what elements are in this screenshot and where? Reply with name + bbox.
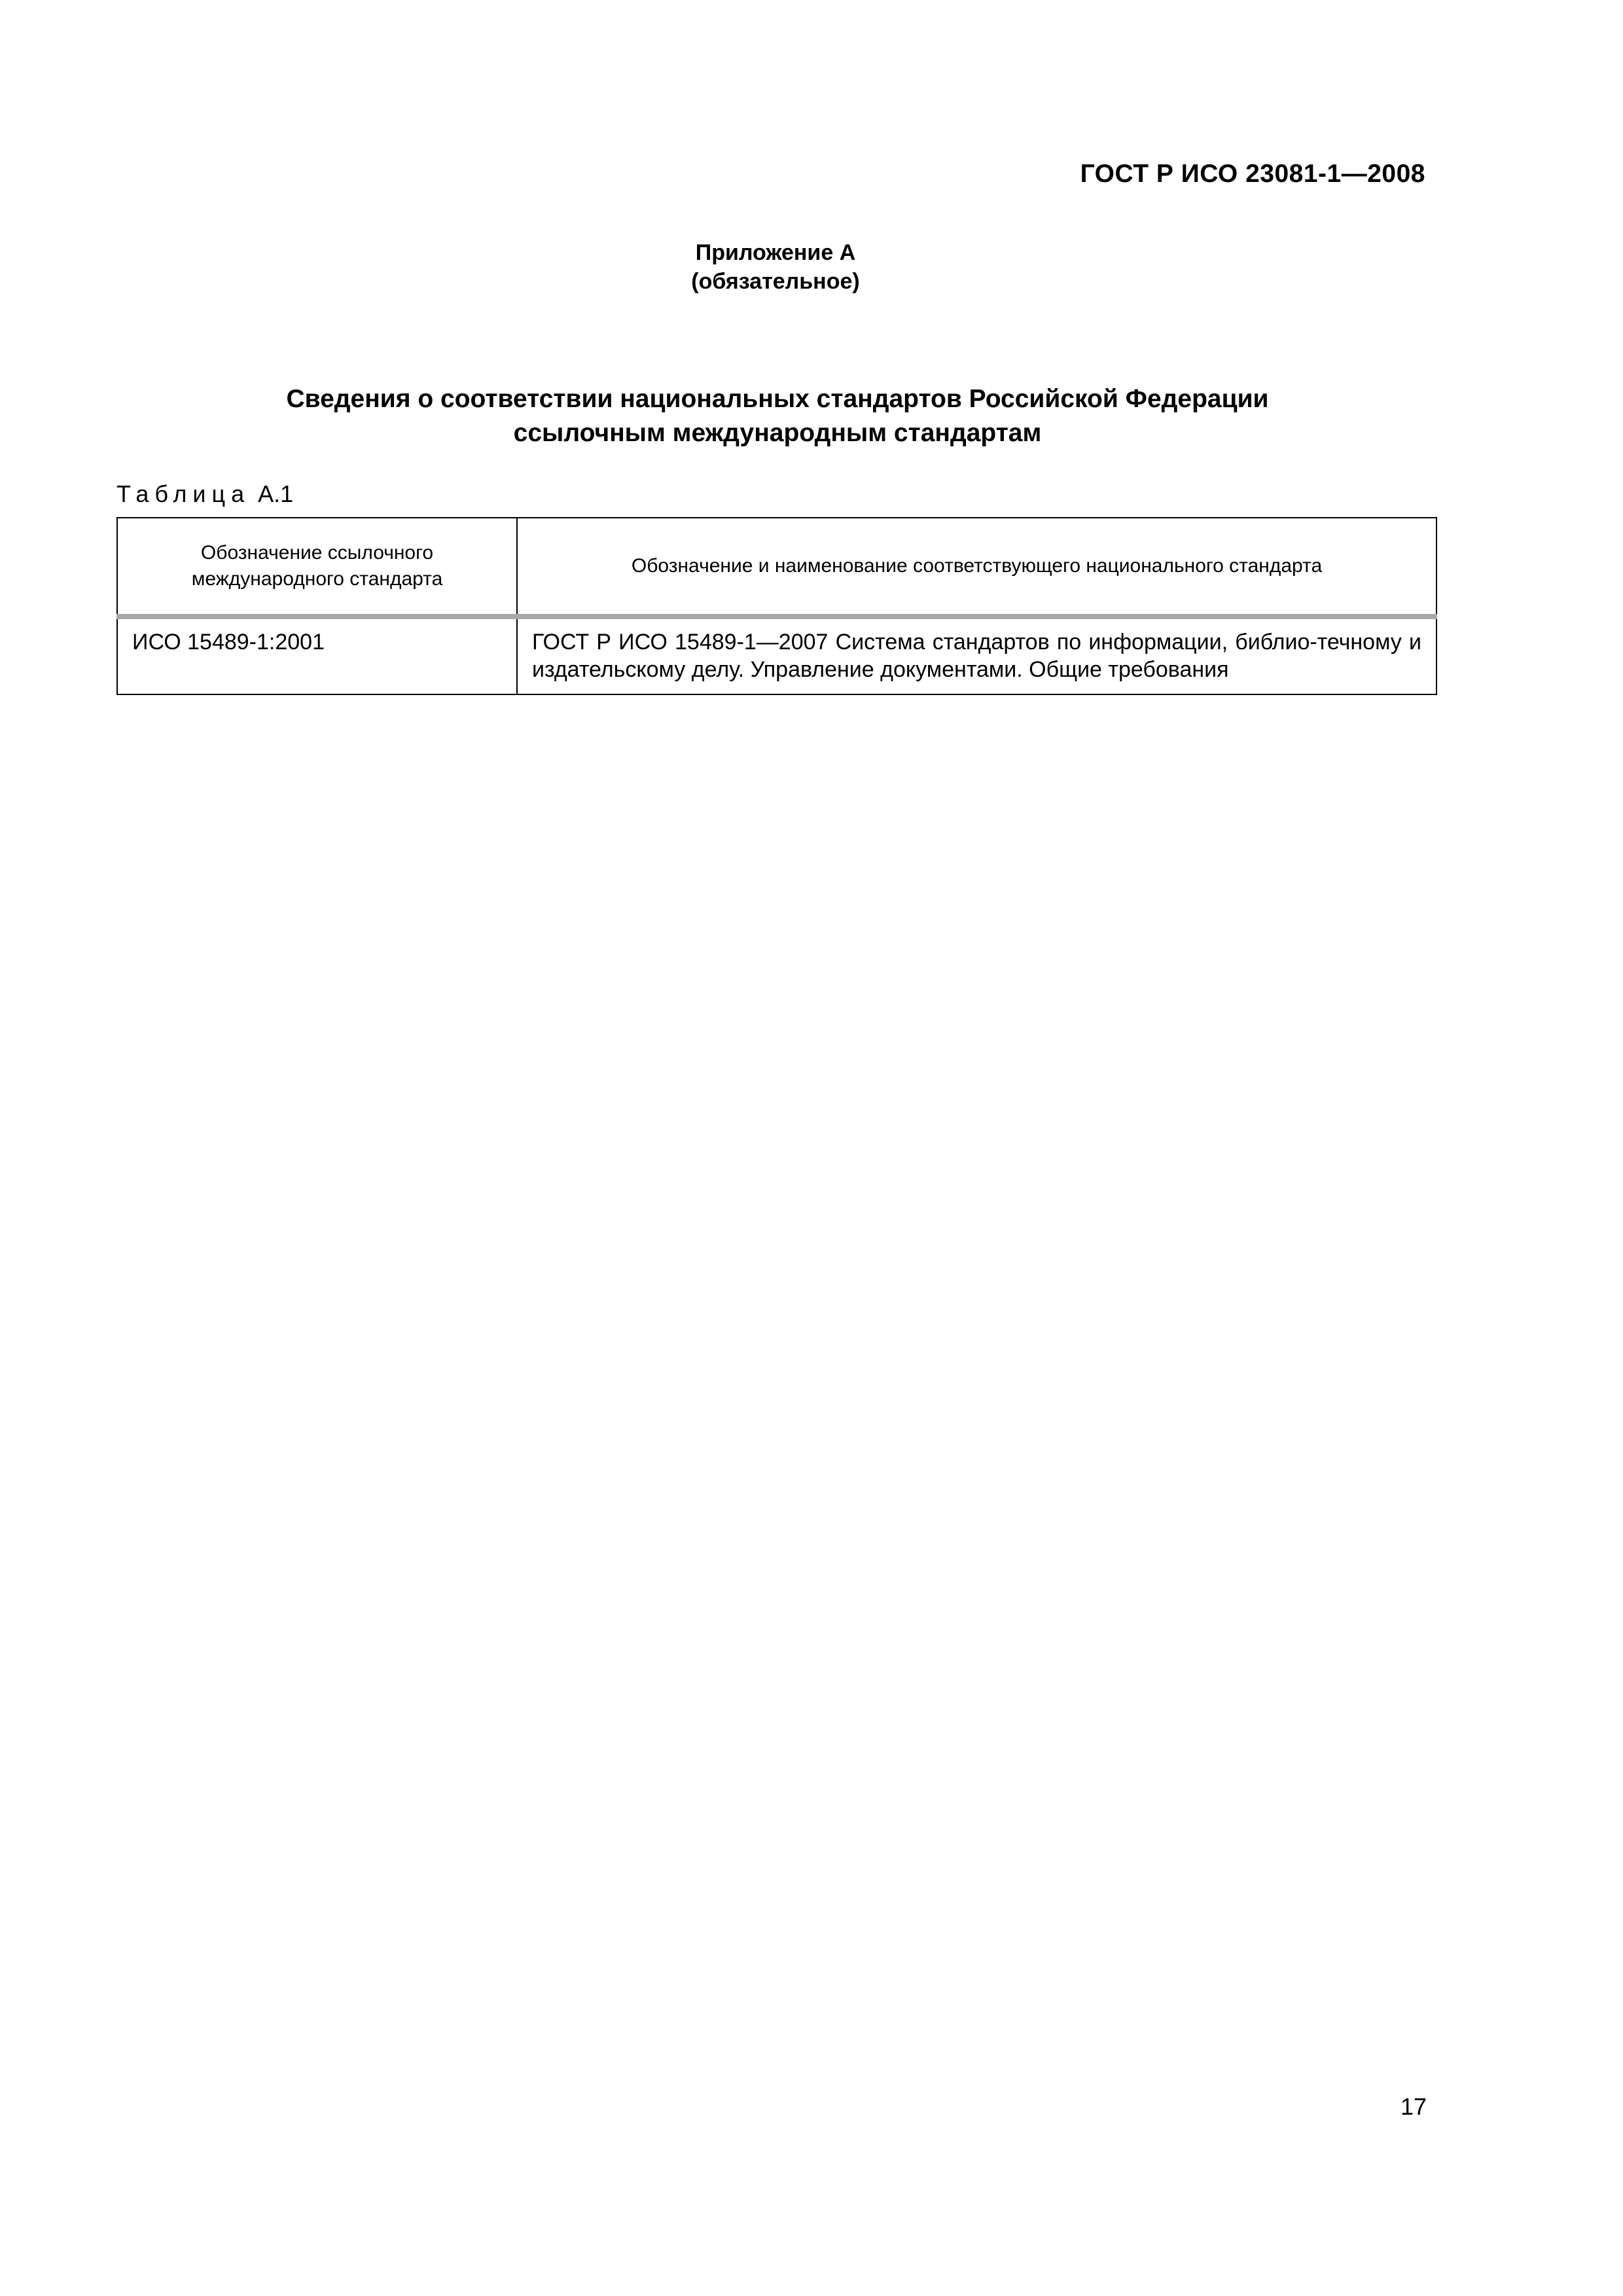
table-caption-word: Таблица (116, 480, 251, 507)
section-title (0, 382, 1555, 450)
column-header-national: Обозначение и наименование соответствующего национального стандарта (517, 518, 1436, 617)
section-title-line-2: ссылочным международным стандартам (513, 419, 1042, 447)
appendix-label: Приложение А (695, 240, 856, 265)
standards-table (116, 517, 1437, 695)
document-code: ГОСТ Р ИСО 23081-1—2008 (1080, 160, 1425, 188)
appendix-heading (0, 238, 1551, 296)
cell-international-standard: ИСО 15489-1:2001 (117, 617, 517, 694)
table-header-row (117, 518, 1436, 617)
table-row (117, 617, 1436, 694)
appendix-status: (обязательное) (691, 269, 860, 294)
cell-national-standard: ГОСТ Р ИСО 15489-1—2007 Система стандартов по информации, библио-течному и издательскому делу. Управление документами. Общие требования (517, 617, 1436, 694)
column-header-international: Обозначение ссылочного международного стандарта (117, 518, 517, 617)
table-caption (116, 480, 293, 508)
table-caption-number: А.1 (258, 480, 294, 507)
page-number: 17 (1400, 2093, 1427, 2120)
section-title-line-1: Сведения о соответствии национальных стандартов Российской Федерации (286, 385, 1269, 413)
